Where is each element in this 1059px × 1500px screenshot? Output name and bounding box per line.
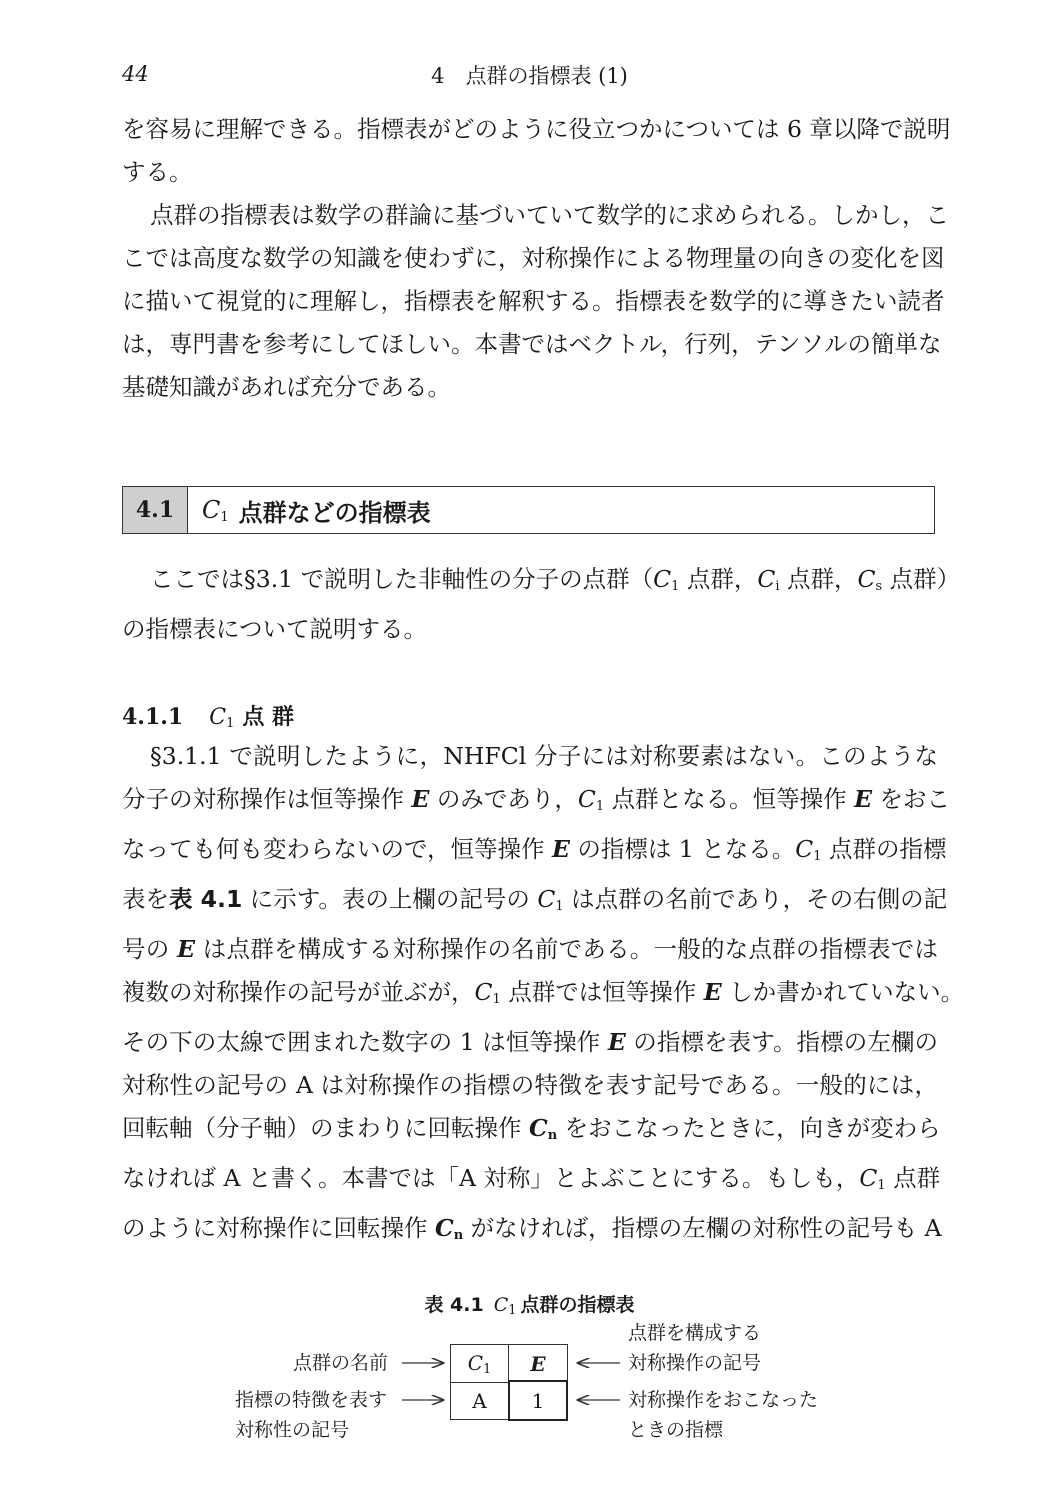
- text-line: に描いて視覚的に理解し，指標表を解釈する。指標表を数学的に導きたい読者: [122, 287, 945, 315]
- text-line: 基礎知識があれば充分である。: [122, 373, 451, 401]
- subsection-symbol: $C_1$: [209, 705, 235, 731]
- text-line: 号の E は点群を構成する対称操作の名前である。一般的な点群の指標表では: [122, 935, 938, 963]
- section-paragraph: [122, 558, 961, 651]
- text-line: 対称性の記号の A は対称操作の指標の特徴を表す記号である。一般的には，: [122, 1071, 938, 1099]
- text-line: 複数の対称操作の記号が並ぶが，$C_1$ 点群では恒等操作 E しか書かれていない。: [122, 978, 965, 1007]
- label-operation-symbol: 点群を構成する 対称操作の記号: [628, 1322, 762, 1374]
- text-line: 点群の指標表は数学の群論に基づいていて数学的に求められる。しかし，こ: [150, 201, 949, 229]
- text-line: ここでは§3.1 で説明した非軸性の分子の点群（$C_1$ 点群，$C_i$ 点群，$C_s$ 点群）: [150, 565, 961, 594]
- table-cell-operation: E: [508, 1344, 568, 1382]
- table-cell-group: $C_1$: [450, 1344, 508, 1382]
- body-paragraph: [122, 735, 965, 1257]
- text-line: 表を表 4.1 に示す。表の上欄の記号の $C_1$ は点群の名前であり，その右側の記: [122, 885, 948, 914]
- label-group-name: 点群の名前: [293, 1352, 389, 1374]
- label-symmetry-symbol: 指標の特徴を表す 対称性の記号: [235, 1389, 388, 1441]
- table-cell-symmetry: A: [450, 1382, 508, 1420]
- text-line: 回転軸（分子軸）のまわりに回転操作 $C_n$ をおこなったときに，向きが変わら: [122, 1114, 941, 1143]
- text-line: なければ A と書く。本書では「A 対称」とよぶことにする。もしも，$C_1$ 点群: [122, 1164, 941, 1193]
- label-character: 対称操作をおこなった ときの指標: [628, 1389, 819, 1441]
- text-line: する。: [122, 158, 193, 186]
- subsection-number: 4.1.1: [122, 704, 184, 730]
- text-line: §3.1.1 で説明したように，NHFCl 分子には対称要素はない。このような: [150, 742, 938, 770]
- text-line: なっても何も変わらないので，恒等操作 E の指標は 1 となる。$C_1$ 点群の指標: [122, 835, 947, 864]
- section-number: 4.1: [123, 487, 188, 533]
- section-title: $C_1$ 点群などの指標表: [202, 495, 431, 527]
- subsection-heading: [122, 700, 294, 731]
- subsection-title: 点 群: [242, 705, 295, 730]
- text-line: のように対称操作に回転操作 $C_n$ がなければ，指標の左欄の対称性の記号も A: [122, 1214, 942, 1243]
- text-line: その下の太線で囲まれた数字の 1 は恒等操作 E の指標を表す。指標の左欄の: [122, 1028, 938, 1056]
- running-title: 4 点群の指標表 (1): [431, 64, 628, 88]
- text-line: は，専門書を参考にしてほしい。本書ではベクトル，行列，テンソルの簡単な: [122, 330, 942, 358]
- text-line: を容易に理解できる。指標表がどのように役立つかについては 6 章以降で説明: [122, 115, 951, 143]
- intro-paragraph-1: [122, 108, 951, 194]
- text-line: こでは高度な数学の知識を使わずに，対称操作による物理量の向きの変化を図: [122, 244, 945, 272]
- page-number: 44: [122, 62, 149, 86]
- section-heading: [122, 486, 935, 534]
- text-line: の指標表について説明する。: [122, 615, 428, 643]
- table-cell-character: 1: [508, 1380, 568, 1421]
- section-symbol: $C_1$: [202, 495, 229, 525]
- intro-paragraph-2: [122, 194, 949, 409]
- table-caption: 表 4.1 $C_1$ 点群の指標表: [424, 1294, 635, 1318]
- text-line: 分子の対称操作は恒等操作 E のみであり，$C_1$ 点群となる。恒等操作 E をおこ: [122, 785, 951, 814]
